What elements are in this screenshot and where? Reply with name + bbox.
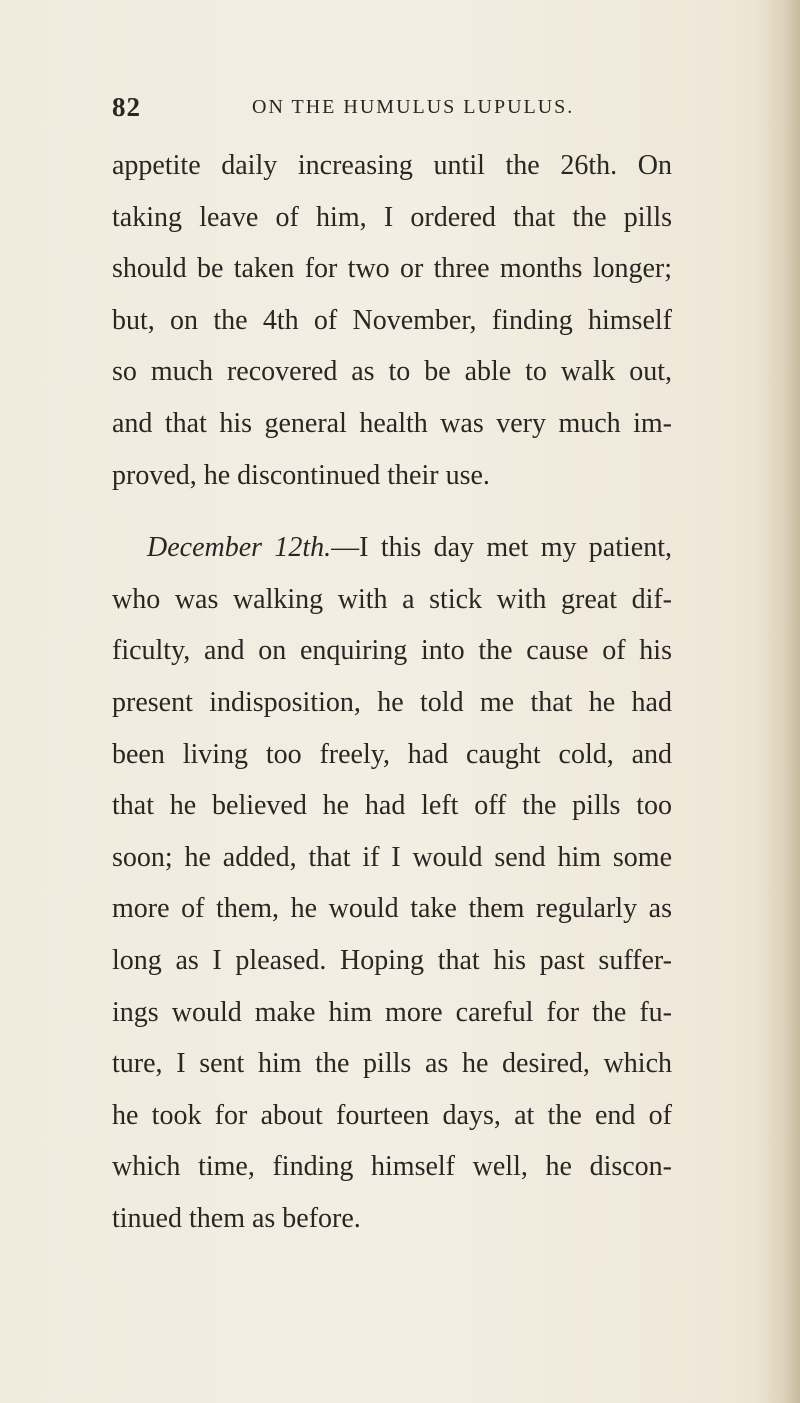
page-number: 82 <box>112 92 141 122</box>
text-line: ings would make him more careful for the fu- <box>112 996 672 1028</box>
text-line: so much recovered as to be able to walk out, <box>112 356 672 388</box>
text-line: soon; he added, that if I would send him some <box>112 841 672 873</box>
text-line: ficulty, and on enquiring into the cause of his <box>112 635 672 667</box>
running-head: ON THE HUMULUS LUPULUS. <box>252 96 575 118</box>
text-line: tinued them as before. <box>112 1202 361 1234</box>
paragraph-gap <box>112 501 672 522</box>
text-line: who was walking with a stick with great dif- <box>112 583 672 615</box>
text-line: ture, I sent him the pills as he desired, which <box>112 1048 672 1080</box>
text-line: and that his general health was very much im- <box>112 407 672 439</box>
paragraph-1 <box>112 140 672 501</box>
page-header <box>112 92 672 132</box>
text-line: he took for about fourteen days, at the end of <box>112 1099 672 1131</box>
date-label: December 12th. <box>147 532 332 564</box>
text-line: but, on the 4th of November, finding himself <box>112 304 672 336</box>
text-line: more of them, he would take them regularly as <box>112 893 672 925</box>
text-line: long as I pleased. Hoping that his past suffer- <box>112 944 672 976</box>
text-line-dated <box>112 522 672 574</box>
text-line: been living too freely, had caught cold, and <box>112 738 672 770</box>
paragraph-2 <box>112 522 672 1244</box>
text-line: taking leave of him, I ordered that the pills <box>112 201 672 233</box>
text-line: appetite daily increasing until the 26th. On <box>112 150 672 181</box>
page-edge-shadow <box>758 0 800 1403</box>
text-line: proved, he discontinued their use. <box>112 459 490 491</box>
body-text <box>112 140 672 1244</box>
text-line: present indisposition, he told me that he had <box>112 686 672 718</box>
text-line: should be taken for two or three months longer; <box>112 253 672 285</box>
text-line: that he believed he had left off the pills too <box>112 790 672 822</box>
text-line: which time, finding himself well, he discon- <box>112 1151 672 1183</box>
first-line-text: —I this day met my patient, <box>331 532 673 564</box>
